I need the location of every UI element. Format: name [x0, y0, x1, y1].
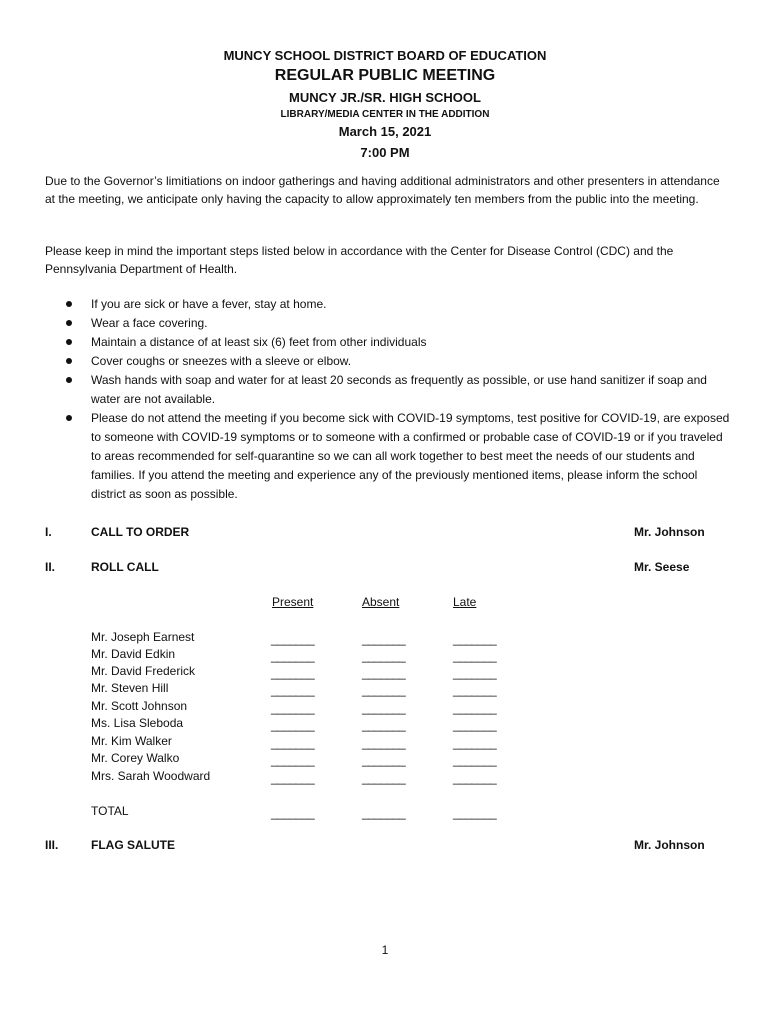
roll-call-blank: _______	[271, 806, 315, 820]
list-item: Cover coughs or sneezes with a sleeve or elbow.	[66, 352, 730, 371]
list-item: Please do not attend the meeting if you become sick with COVID-19 symptoms, test positive for COVID-19, are exposed to someone with COVID-19 symptoms or to someone with a confirmed or probable case of COVID-19 or if you traveled to areas recommended for self-quarantine so we can all work together to best meet the needs of our students and families. If you attend the meeting and experience any of the previously mentioned items, please inform the school district as soon as possible.	[66, 409, 730, 504]
roll-call-blank: _______	[362, 649, 406, 663]
member-name: Mr. Joseph Earnest	[91, 630, 195, 644]
member-name: Mr. Steven Hill	[91, 681, 169, 695]
roll-call-blank: _______	[362, 683, 406, 697]
bullet-icon	[66, 415, 72, 421]
roll-call-blank: _______	[271, 683, 315, 697]
school-name: MUNCY JR./SR. HIGH SCHOOL	[289, 90, 481, 105]
bullet-icon	[66, 320, 72, 326]
agenda-number: I.	[45, 525, 52, 539]
agenda-number: II.	[45, 560, 56, 574]
agenda-title-roll-call: ROLL CALL	[91, 560, 159, 574]
roll-call-blank: _______	[271, 649, 315, 663]
member-name: Mr. David Edkin	[91, 647, 176, 661]
roll-call-blank: _______	[271, 666, 315, 680]
member-name: Mrs. Sarah Woodward	[91, 769, 211, 783]
roll-call-blank: _______	[453, 683, 497, 697]
total-label: TOTAL	[91, 804, 129, 818]
agenda-presenter: Mr. Johnson	[634, 838, 705, 852]
capacity-notice: Due to the Governor’s limitiations on indoor gatherings and having additional administrators and other presenters in attendance at the meeting, we anticipate only having the capacity to allow approximately ten members from the public into the meeting.	[45, 174, 720, 206]
member-name: Mr. Corey Walko	[91, 751, 180, 765]
agenda-presenter: Mr. Seese	[634, 560, 690, 574]
roll-call-blank: _______	[453, 736, 497, 750]
roll-call-blank: _______	[271, 753, 315, 767]
roll-call-blank: _______	[362, 806, 406, 820]
roll-call-blank: _______	[362, 701, 406, 715]
agenda-presenter: Mr. Johnson	[634, 525, 705, 539]
roll-call-blank: _______	[362, 771, 406, 785]
agenda-title-flag-salute: FLAG SALUTE	[91, 838, 175, 852]
roll-call-blank: _______	[271, 771, 315, 785]
roll-call-blank: _______	[453, 632, 497, 646]
roll-call-blank: _______	[453, 806, 497, 820]
safety-steps-list	[66, 295, 730, 504]
agenda-title-call-to-order: CALL TO ORDER	[91, 525, 190, 539]
bullet-icon	[66, 339, 72, 345]
roll-call-blank: _______	[271, 701, 315, 715]
roll-call-blank: _______	[453, 701, 497, 715]
member-name: Mr. Kim Walker	[91, 734, 172, 748]
bullet-icon	[66, 358, 72, 364]
meeting-date: March 15, 2021	[338, 124, 432, 139]
roll-call-blank: _______	[362, 666, 406, 680]
member-name: Ms. Lisa Sleboda	[91, 716, 184, 730]
list-item: If you are sick or have a fever, stay at home.	[66, 295, 730, 314]
roll-call-blank: _______	[271, 736, 315, 750]
roll-call-blank: _______	[362, 753, 406, 767]
column-header-late: Late	[453, 595, 477, 609]
roll-call-blank: _______	[453, 649, 497, 663]
roll-call-blank: _______	[271, 632, 315, 646]
column-header-absent: Absent	[362, 595, 400, 609]
roll-call-blank: _______	[362, 632, 406, 646]
member-name: Mr. Scott Johnson	[91, 699, 188, 713]
cdc-notice: Please keep in mind the important steps listed below in accordance with the Center for Disease Control (CDC) and the Pennsylvania Department of Health.	[45, 244, 674, 276]
member-name: Mr. David Frederick	[91, 664, 196, 678]
roll-call-blank: _______	[453, 718, 497, 732]
roll-call-blank: _______	[362, 736, 406, 750]
column-header-present: Present	[272, 595, 314, 609]
page-number: 1	[381, 943, 389, 957]
bullet-icon	[66, 301, 72, 307]
list-item: Wash hands with soap and water for at least 20 seconds as frequently as possible, or use hand sanitizer if soap and water are not available.	[66, 371, 730, 409]
list-item: Maintain a distance of at least six (6) feet from other individuals	[66, 333, 730, 352]
roll-call-blank: _______	[453, 666, 497, 680]
meeting-title: REGULAR PUBLIC MEETING	[274, 67, 496, 84]
roll-call-blank: _______	[453, 753, 497, 767]
roll-call-blank: _______	[453, 771, 497, 785]
roll-call-blank: _______	[362, 718, 406, 732]
agenda-number: III.	[45, 838, 59, 852]
district-title: MUNCY SCHOOL DISTRICT BOARD OF EDUCATION	[223, 48, 547, 63]
meeting-time: 7:00 PM	[360, 145, 410, 160]
meeting-location: LIBRARY/MEDIA CENTER IN THE ADDITION	[280, 109, 490, 120]
list-item: Wear a face covering.	[66, 314, 730, 333]
bullet-icon	[66, 377, 72, 383]
roll-call-blank: _______	[271, 718, 315, 732]
